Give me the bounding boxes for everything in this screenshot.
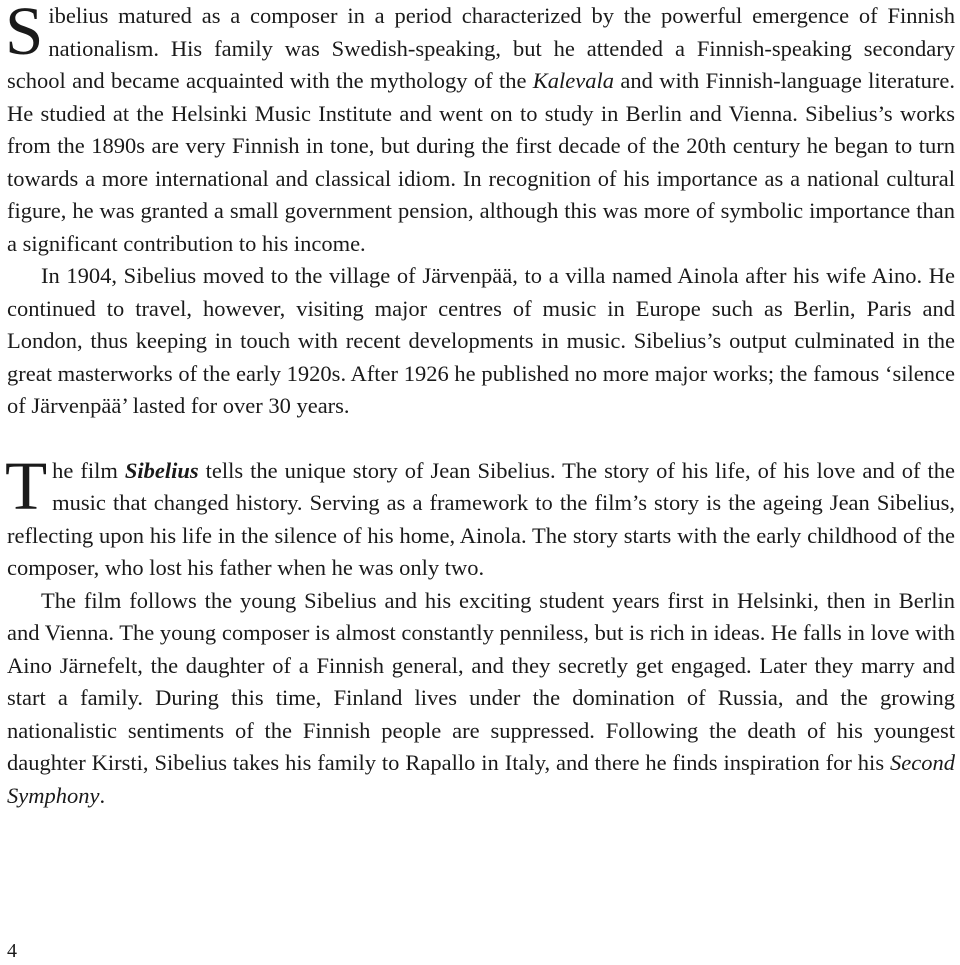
paragraph-jarvenpaa: In 1904, Sibelius moved to the village of Järvenpää, to a villa named Ainola after his wife Aino. He continued to travel, however, visiting major centres of music in Europe such as Berlin, Paris and London, thus keeping in touch with recent developments in music. Sibelius’s output culminated in the great masterworks of the early 1920s. After 1926 he published no more major works; the famous ‘silence of Järvenpää’ lasted for over 30 years.	[7, 263, 955, 418]
italic-title: Kalevala	[532, 68, 615, 93]
paragraph-sibelius-background	[7, 0, 955, 260]
paragraph-text: tells the unique story of Jean Sibelius. The story of his life, of his love and of the music that changed history. Serving as a framework to the film’s story is the ageing Jean Sibelius, reflecting upon his life in the silence of his home, Ainola. The story starts with the early childhood of the composer, who lost his father when he was only two.	[7, 457, 956, 580]
film-title: Sibelius	[124, 457, 199, 483]
paragraph-text: The film follows the young Sibelius and his exciting student years first in Helsinki, then in Berlin and Vienna. The young composer is almost constantly penniless, but is rich in ideas. He falls in love with Aino Järnefelt, the daughter of a Finnish general, and they secretly get engaged. Later they marry and start a family. During this time, Finland lives under the domination of Russia, and the growing nationalistic sentiments of the Finnish people are suppressed. Following the death of his youngest daughter Kirsti, Sibelius takes his family to Rapallo in Italy, and there he finds inspiration for his	[7, 587, 955, 775]
paragraph-text: and with Finnish-language literature. He studied at the Helsinki Music Institute and went on to study in Berlin and Vienna. Sibelius’s works from the 1890s are very Finnish in tone, but during the first decade of the 20th century he began to turn towards a more international and classical idiom. In recognition of his importance as a national cultural figure, he was granted a small government pension, although this was more of symbolic importance than a significant contribution to his income.	[7, 68, 955, 256]
drop-cap: S	[5, 0, 44, 69]
page-number: 4	[7, 940, 17, 962]
paragraph-text: .	[99, 782, 106, 808]
paragraph-film-intro	[5, 447, 956, 585]
italic-title: Second Symphony	[7, 750, 955, 808]
document-page	[7, 0, 955, 812]
paragraph-text: ibelius matured as a composer in a period characterized by the powerful emergence of Finnish nationalism. His family was Swedish-speaking, but he attended a Finnish-speaking secondary school and became acquainted with the mythology of the	[7, 3, 955, 93]
drop-cap: T	[5, 447, 48, 524]
paragraph-text: he film	[52, 457, 125, 483]
paragraph-film-story	[7, 585, 955, 813]
